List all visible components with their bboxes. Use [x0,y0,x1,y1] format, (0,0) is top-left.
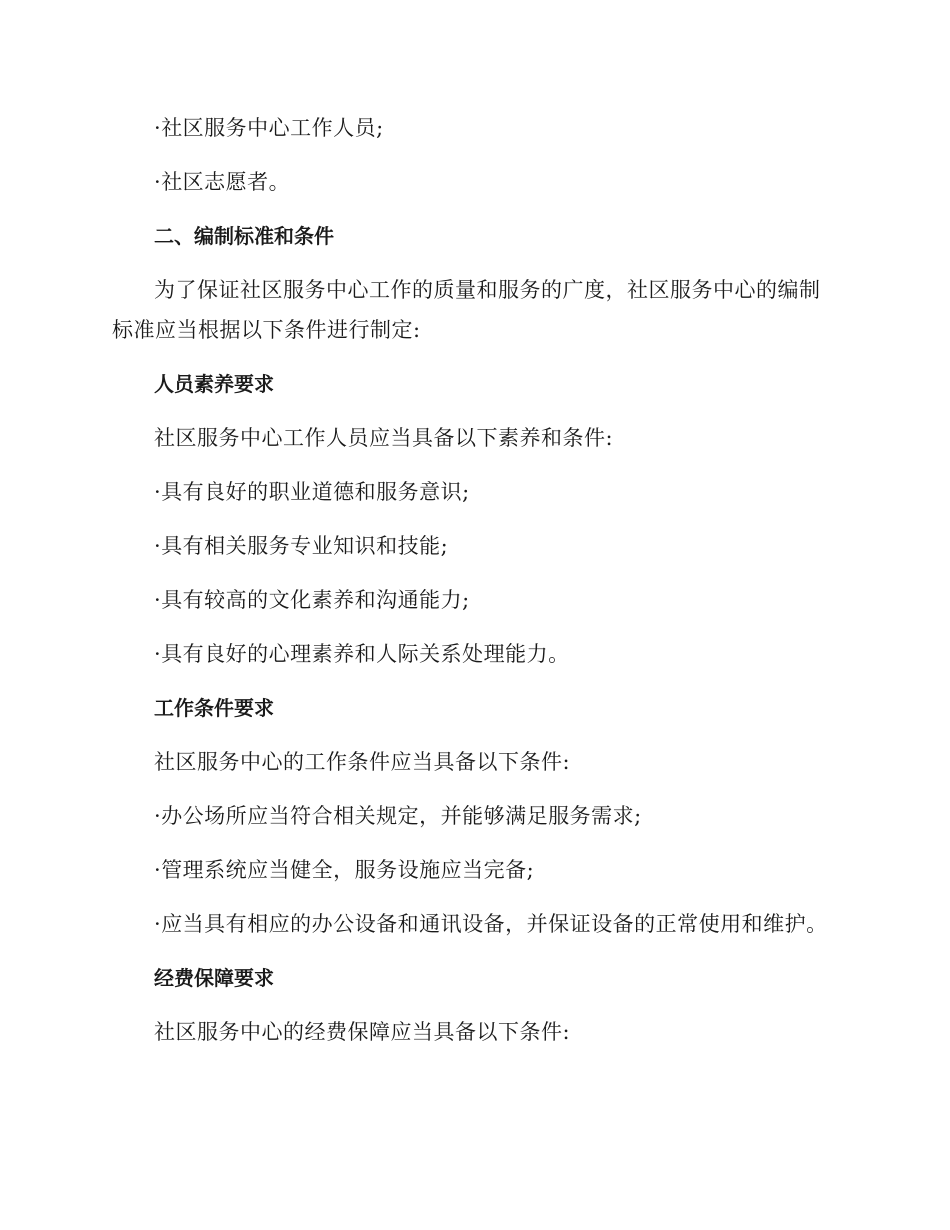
bullet-item: · 具有相关服务专业知识和技能; [112,526,832,566]
subsection-heading: 工作条件要求 [154,696,274,720]
subsection-heading: 经费保障要求 [154,966,274,990]
bullet-item: · 应当具有相应的办公设备和通讯设备，并保证设备的正常使用和维护。 [112,904,832,944]
bullet-item: · 社区服务中心工作人员; [112,108,832,148]
subsection-heading: 人员素养要求 [154,372,274,396]
document-body [112,108,832,1066]
bullet-item: · 具有良好的职业道德和服务意识; [112,472,832,512]
bullet-item: · 社区志愿者。 [112,162,832,202]
paragraph: 为了保证社区服务中心工作的质量和服务的广度，社区服务中心的编制标准应当根据以下条件进行制定: [112,278,821,342]
paragraph: 社区服务中心的经费保障应当具备以下条件: [154,1020,571,1044]
bullet-item: · 管理系统应当健全，服务设施应当完备; [112,850,832,890]
section-heading: 二、编制标准和条件 [154,224,334,248]
paragraph: 社区服务中心的工作条件应当具备以下条件: [154,750,571,774]
bullet-item: · 具有良好的心理素养和人际关系处理能力。 [112,634,832,674]
bullet-item: · 具有较高的文化素养和沟通能力; [112,580,832,620]
bullet-item: · 办公场所应当符合相关规定，并能够满足服务需求; [112,796,832,836]
paragraph: 社区服务中心工作人员应当具备以下素养和条件: [154,426,614,450]
